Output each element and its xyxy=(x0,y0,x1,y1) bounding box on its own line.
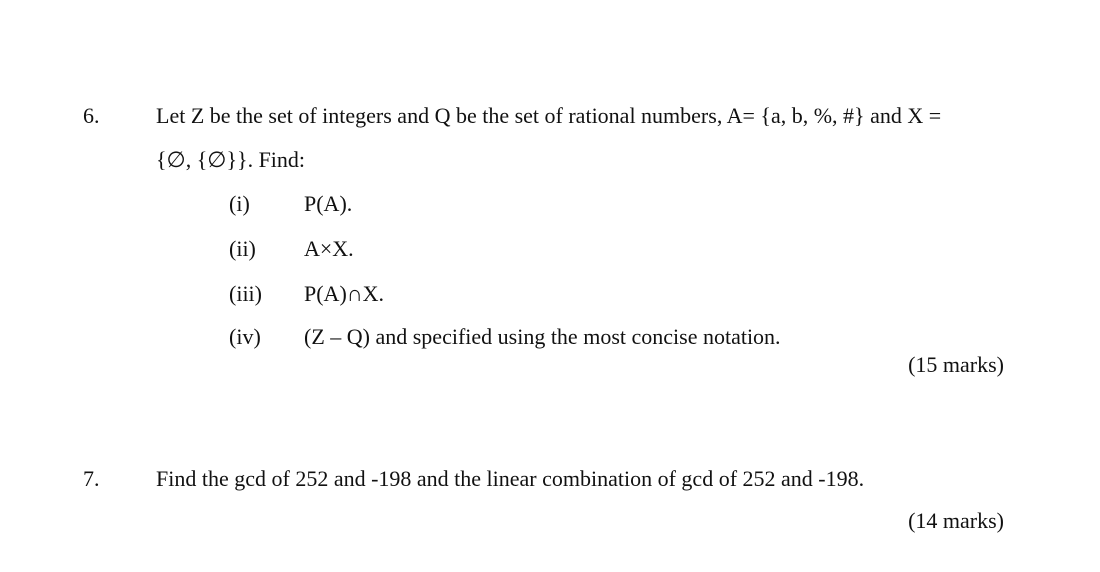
question-6-part-ii-label: (ii) xyxy=(229,236,256,261)
question-6-part-iii-label: (iii) xyxy=(229,281,262,306)
question-6-part-iii-text: P(A)∩X. xyxy=(304,281,385,306)
question-6-part-iv-text: (Z – Q) and specified using the most concise notation. xyxy=(304,324,781,349)
question-6-part-ii-text: A×X. xyxy=(304,236,354,261)
question-7-marks: (14 marks) xyxy=(908,508,1004,533)
question-7-number: 7. xyxy=(83,466,100,491)
question-6-number: 6. xyxy=(83,103,100,128)
question-6-text-line-2: {∅, {∅}}. Find: xyxy=(156,147,306,172)
question-6-marks: (15 marks) xyxy=(908,352,1004,377)
question-6-part-iv-label: (iv) xyxy=(229,324,261,349)
question-6-part-i-label: (i) xyxy=(229,191,250,216)
question-6-text-line-1: Let Z be the set of integers and Q be the set of rational numbers, A= {a, b, %, #} and X = xyxy=(156,103,942,128)
question-6-part-i-text: P(A). xyxy=(304,191,353,216)
question-7-text: Find the gcd of 252 and -198 and the linear combination of gcd of 252 and -198. xyxy=(156,466,865,491)
